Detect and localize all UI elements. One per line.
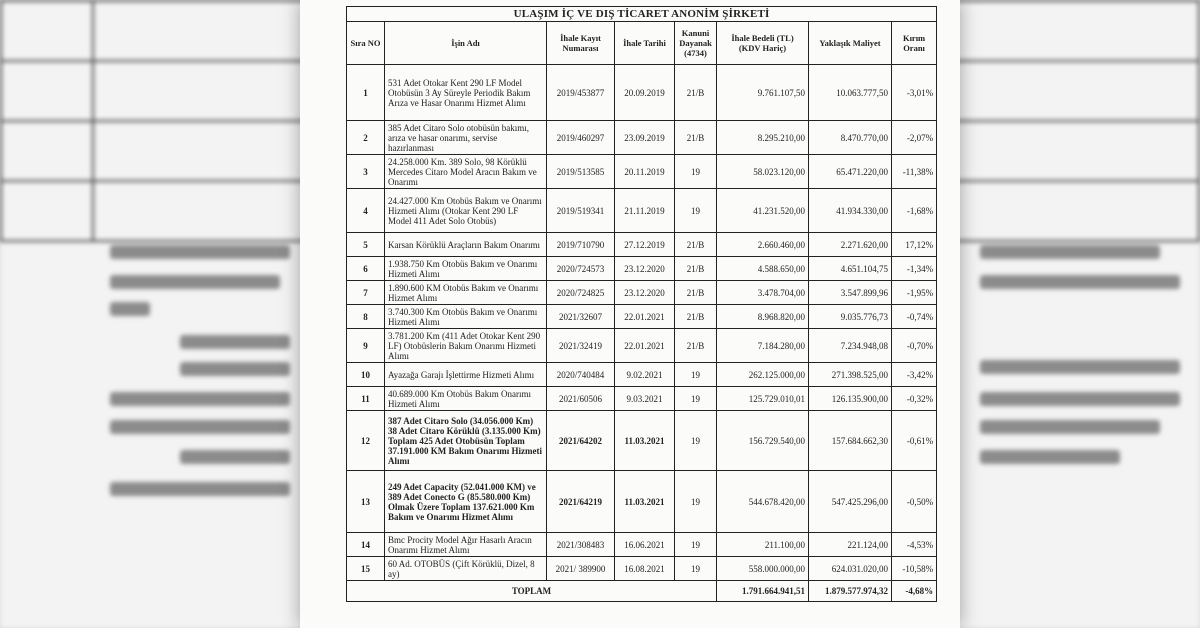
row-disc: -0,32%	[892, 387, 937, 411]
row-law: 19	[675, 363, 717, 387]
table-row	[347, 233, 937, 257]
row-price: 8.968.820,00	[717, 305, 809, 329]
row-law: 21/B	[675, 305, 717, 329]
row-no: 4	[347, 189, 385, 233]
row-disc: -0,50%	[892, 471, 937, 533]
row-name: 60 Ad. OTOBÜS (Çift Körüklü, Dizel, 8 ay)	[385, 557, 547, 581]
row-no: 9	[347, 329, 385, 363]
table-row	[347, 281, 937, 305]
row-price: 41.231.520,00	[717, 189, 809, 233]
row-date: 27.12.2019	[615, 233, 675, 257]
row-date: 9.02.2021	[615, 363, 675, 387]
row-ref: 2021/64219	[547, 471, 615, 533]
row-cost: 65.471.220,00	[809, 155, 892, 189]
header-ref: İhale Kayıt Numarası	[547, 22, 615, 65]
total-label: TOPLAM	[347, 581, 717, 602]
row-price: 58.023.120,00	[717, 155, 809, 189]
row-law: 19	[675, 471, 717, 533]
row-date: 9.03.2021	[615, 387, 675, 411]
row-cost: 41.934.330,00	[809, 189, 892, 233]
row-name: 1.938.750 Km Otobüs Bakım ve Onarımı Hizmeti Alımı	[385, 257, 547, 281]
row-price: 7.184.280,00	[717, 329, 809, 363]
document-page	[300, 0, 960, 628]
row-price: 211.100,00	[717, 533, 809, 557]
row-price: 544.678.420,00	[717, 471, 809, 533]
row-cost: 271.398.525,00	[809, 363, 892, 387]
table-row	[347, 155, 937, 189]
row-law: 19	[675, 189, 717, 233]
row-date: 20.09.2019	[615, 65, 675, 121]
row-ref: 2019/710790	[547, 233, 615, 257]
row-ref: 2021/32607	[547, 305, 615, 329]
row-no: 5	[347, 233, 385, 257]
row-price: 262.125.000,00	[717, 363, 809, 387]
row-disc: -10,58%	[892, 557, 937, 581]
row-disc: -1,34%	[892, 257, 937, 281]
row-no: 3	[347, 155, 385, 189]
row-no: 6	[347, 257, 385, 281]
table-row	[347, 189, 937, 233]
row-date: 23.12.2020	[615, 281, 675, 305]
row-law: 21/B	[675, 233, 717, 257]
row-date: 21.11.2019	[615, 189, 675, 233]
table-row	[347, 121, 937, 155]
table-row	[347, 363, 937, 387]
row-ref: 2020/740484	[547, 363, 615, 387]
row-cost: 3.547.899,96	[809, 281, 892, 305]
row-no: 13	[347, 471, 385, 533]
row-law: 19	[675, 387, 717, 411]
row-price: 156.729.540,00	[717, 411, 809, 471]
row-law: 19	[675, 411, 717, 471]
row-cost: 624.031.020,00	[809, 557, 892, 581]
row-date: 11.03.2021	[615, 411, 675, 471]
row-disc: -11,38%	[892, 155, 937, 189]
header-date: İhale Tarihi	[615, 22, 675, 65]
header-disc: Kırım Oranı	[892, 22, 937, 65]
header-no: Sıra NO	[347, 22, 385, 65]
table-row	[347, 65, 937, 121]
row-disc: 17,12%	[892, 233, 937, 257]
header-law: Kanuni Dayanak (4734)	[675, 22, 717, 65]
row-law: 21/B	[675, 281, 717, 305]
row-date: 22.01.2021	[615, 305, 675, 329]
row-disc: -0,61%	[892, 411, 937, 471]
row-disc: -2,07%	[892, 121, 937, 155]
row-ref: 2021/308483	[547, 533, 615, 557]
row-price: 125.729.010,01	[717, 387, 809, 411]
tender-table	[346, 6, 937, 602]
row-ref: 2019/513585	[547, 155, 615, 189]
row-no: 15	[347, 557, 385, 581]
row-law: 19	[675, 533, 717, 557]
row-name: 385 Adet Citaro Solo otobüsün bakımı, arıza ve hasar onarımı, servise hazırlanması	[385, 121, 547, 155]
row-law: 21/B	[675, 121, 717, 155]
row-disc: -3,42%	[892, 363, 937, 387]
row-no: 2	[347, 121, 385, 155]
row-no: 10	[347, 363, 385, 387]
row-name: 24.258.000 Km. 389 Solo, 98 Körüklü Mercedes Citaro Model Aracın Bakım ve Onarımı	[385, 155, 547, 189]
row-name: 1.890.600 KM Otobüs Bakım ve Onarımı Hizmet Alımı	[385, 281, 547, 305]
row-ref: 2020/724825	[547, 281, 615, 305]
total-disc: -4,68%	[892, 581, 937, 602]
total-cost: 1.879.577.974,32	[809, 581, 892, 602]
row-law: 19	[675, 155, 717, 189]
row-date: 16.08.2021	[615, 557, 675, 581]
total-price: 1.791.664.941,51	[717, 581, 809, 602]
row-price: 3.478.704,00	[717, 281, 809, 305]
row-disc: -3,01%	[892, 65, 937, 121]
row-name: 3.740.300 Km Otobüs Bakım ve Onarımı Hizmeti Alımı	[385, 305, 547, 329]
row-ref: 2021/64202	[547, 411, 615, 471]
row-no: 14	[347, 533, 385, 557]
row-price: 4.588.650,00	[717, 257, 809, 281]
row-price: 8.295.210,00	[717, 121, 809, 155]
row-ref: 2020/724573	[547, 257, 615, 281]
row-date: 11.03.2021	[615, 471, 675, 533]
row-ref: 2021/60506	[547, 387, 615, 411]
row-ref: 2021/ 389900	[547, 557, 615, 581]
row-cost: 157.684.662,30	[809, 411, 892, 471]
row-price: 558.000.000,00	[717, 557, 809, 581]
row-cost: 4.651.104,75	[809, 257, 892, 281]
row-ref: 2019/460297	[547, 121, 615, 155]
row-date: 22.01.2021	[615, 329, 675, 363]
table-row	[347, 387, 937, 411]
row-law: 21/B	[675, 257, 717, 281]
table-row	[347, 471, 937, 533]
row-law: 21/B	[675, 65, 717, 121]
row-date: 23.09.2019	[615, 121, 675, 155]
row-name: 3.781.200 Km (411 Adet Otokar Kent 290 LF) Otobüslerin Bakım Onarımı Hizmeti Alımı	[385, 329, 547, 363]
row-ref: 2021/32419	[547, 329, 615, 363]
row-date: 16.06.2021	[615, 533, 675, 557]
row-law: 19	[675, 557, 717, 581]
row-law: 21/B	[675, 329, 717, 363]
row-cost: 9.035.776,73	[809, 305, 892, 329]
row-cost: 8.470.770,00	[809, 121, 892, 155]
row-name: Ayazağa Garajı İşlettirme Hizmeti Alımı	[385, 363, 547, 387]
row-name: 24.427.000 Km Otobüs Bakım ve Onarımı Hizmeti Alımı (Otokar Kent 290 LF Model 411 Adet Solo Otobüs)	[385, 189, 547, 233]
row-name: Karsan Körüklü Araçların Bakım Onarımı	[385, 233, 547, 257]
row-date: 20.11.2019	[615, 155, 675, 189]
table-row	[347, 411, 937, 471]
row-disc: -4,53%	[892, 533, 937, 557]
table-row	[347, 329, 937, 363]
row-no: 8	[347, 305, 385, 329]
row-ref: 2019/519341	[547, 189, 615, 233]
table-row	[347, 557, 937, 581]
row-cost: 10.063.777,50	[809, 65, 892, 121]
row-cost: 2.271.620,00	[809, 233, 892, 257]
row-no: 1	[347, 65, 385, 121]
row-date: 23.12.2020	[615, 257, 675, 281]
table-row	[347, 533, 937, 557]
table-title: ULAŞIM İÇ VE DIŞ TİCARET ANONİM ŞİRKETİ	[347, 7, 937, 22]
row-name: Bmc Procity Model Ağır Hasarlı Aracın Onarımı Hizmet Alımı	[385, 533, 547, 557]
row-name: 531 Adet Otokar Kent 290 LF Model Otobüsün 3 Ay Süreyle Periodik Bakım Arıza ve Hasar Onarımı Hizmet Alımı	[385, 65, 547, 121]
row-price: 9.761.107,50	[717, 65, 809, 121]
row-cost: 7.234.948,08	[809, 329, 892, 363]
table-row	[347, 257, 937, 281]
row-disc: -0,74%	[892, 305, 937, 329]
row-cost: 126.135.900,00	[809, 387, 892, 411]
header-price: İhale Bedeli (TL) (KDV Hariç)	[717, 22, 809, 65]
header-cost: Yaklaşık Maliyet	[809, 22, 892, 65]
row-cost: 547.425.296,00	[809, 471, 892, 533]
table-header-row	[347, 22, 937, 65]
row-disc: -1,95%	[892, 281, 937, 305]
row-disc: -1,68%	[892, 189, 937, 233]
row-no: 7	[347, 281, 385, 305]
total-row	[347, 581, 937, 602]
row-no: 12	[347, 411, 385, 471]
table-title-row	[347, 7, 937, 22]
row-ref: 2019/453877	[547, 65, 615, 121]
header-name: İşin Adı	[385, 22, 547, 65]
table-row	[347, 305, 937, 329]
row-cost: 221.124,00	[809, 533, 892, 557]
row-price: 2.660.460,00	[717, 233, 809, 257]
row-no: 11	[347, 387, 385, 411]
row-name: 249 Adet Capacity (52.041.000 KM) ve 389 Adet Conecto G (85.580.000 Km) Olmak Üzere Toplam 137.621.000 Km Bakım ve Onarımı Hizmet Alımı	[385, 471, 547, 533]
row-name: 387 Adet Citaro Solo (34.056.000 Km) 38 Adet Citaro Körüklü (3.135.000 Km) Toplam 425 Adet Otobüsün Toplam 37.191.000 KM Bakım Onarımı Hizmeti Alımı	[385, 411, 547, 471]
row-disc: -0,70%	[892, 329, 937, 363]
row-name: 40.689.000 Km Otobüs Bakım Onarımı Hizmeti Alımı	[385, 387, 547, 411]
